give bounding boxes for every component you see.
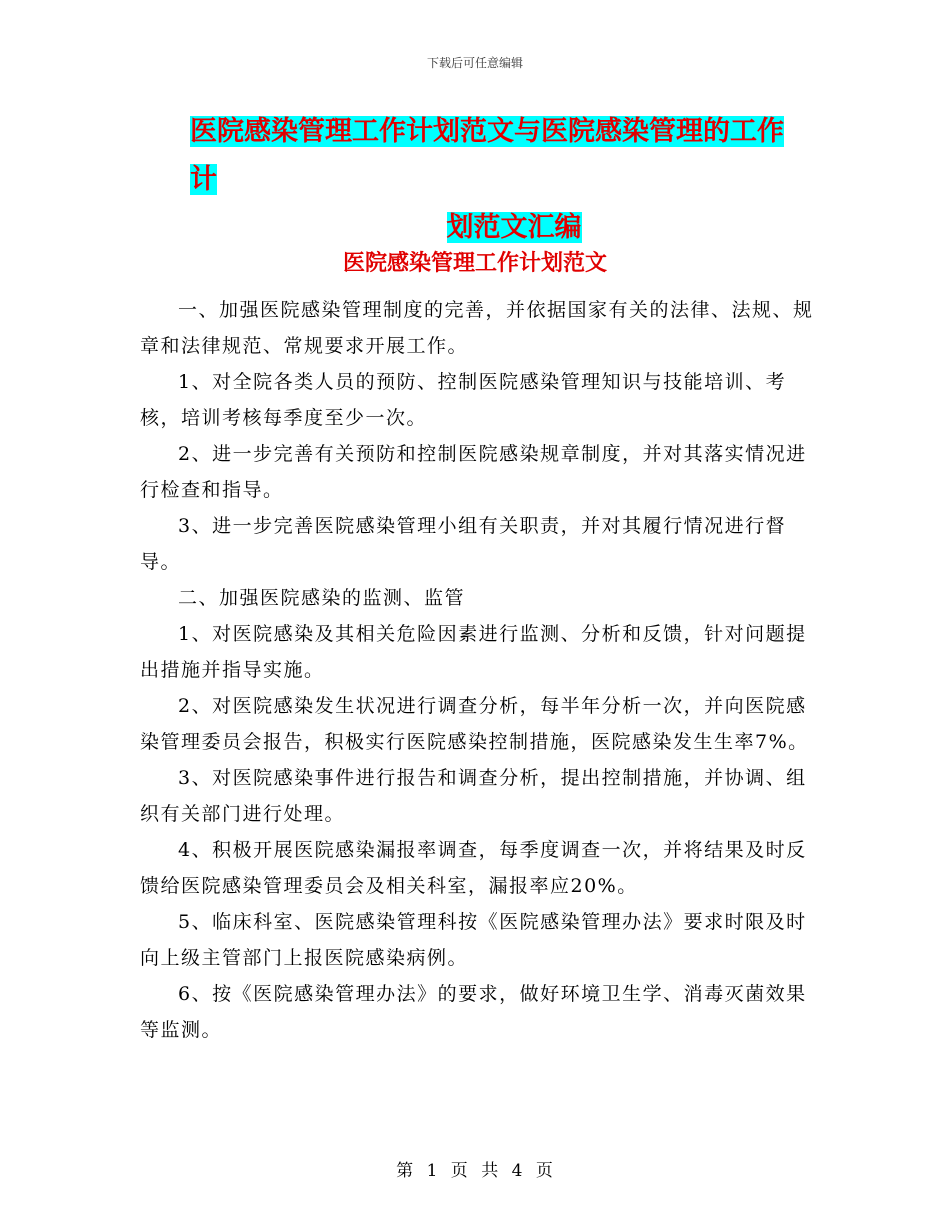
main-title-line-1: 医院感染管理工作计划范文与医院感染管理的工作计 (190, 116, 784, 195)
paragraph: 二、加强医院感染的监测、监管 (178, 587, 466, 609)
paragraph: 4、积极开展医院感染漏报率调查，每季度调查一次，并将结果及时反馈给医院感染管理委员会及相关科室，漏报率应20%。 (140, 839, 807, 897)
main-title-line-2: 划范文汇编 (446, 212, 582, 243)
paragraph: 一、加强医院感染管理制度的完善，并依据国家有关的法律、法规、规章和法律规范、常规要求开展工作。 (140, 299, 814, 357)
paragraph: 1、对全院各类人员的预防、控制医院感染管理知识与技能培训、考核，培训考核每季度至少一次。 (140, 371, 787, 429)
paragraph: 1、对医院感染及其相关危险因素进行监测、分析和反馈，针对问题提出措施并指导实施。 (140, 623, 807, 681)
section-title: 医院感染管理工作计划范文 (342, 251, 607, 276)
paragraph: 2、对医院感染发生状况进行调查分析，每半年分析一次，并向医院感染管理委员会报告，积极实行医院感染控制措施，医院感染发生生率7%。 (140, 695, 809, 753)
main-title-line-2-wrapper (190, 204, 810, 252)
paragraph: 3、对医院感染事件进行报告和调查分析，提出控制措施，并协调、组织有关部门进行处理。 (140, 767, 807, 825)
main-title (190, 108, 810, 252)
paragraph: 6、按《医院感染管理办法》的要求，做好环境卫生学、消毒灭菌效果等监测。 (140, 983, 807, 1041)
paragraph: 3、进一步完善医院感染管理小组有关职责，并对其履行情况进行督导。 (140, 515, 787, 573)
paragraph: 5、临床科室、医院感染管理科按《医院感染管理办法》要求时限及时向上级主管部门上报医院感染病例。 (140, 911, 807, 969)
header-note: 下载后可任意编辑 (426, 56, 523, 70)
body-text (140, 292, 820, 1048)
paragraph: 2、进一步完善有关预防和控制医院感染规章制度，并对其落实情况进行检查和指导。 (140, 443, 807, 501)
page-footer: 第 1 页 共 4 页 (396, 1161, 554, 1181)
